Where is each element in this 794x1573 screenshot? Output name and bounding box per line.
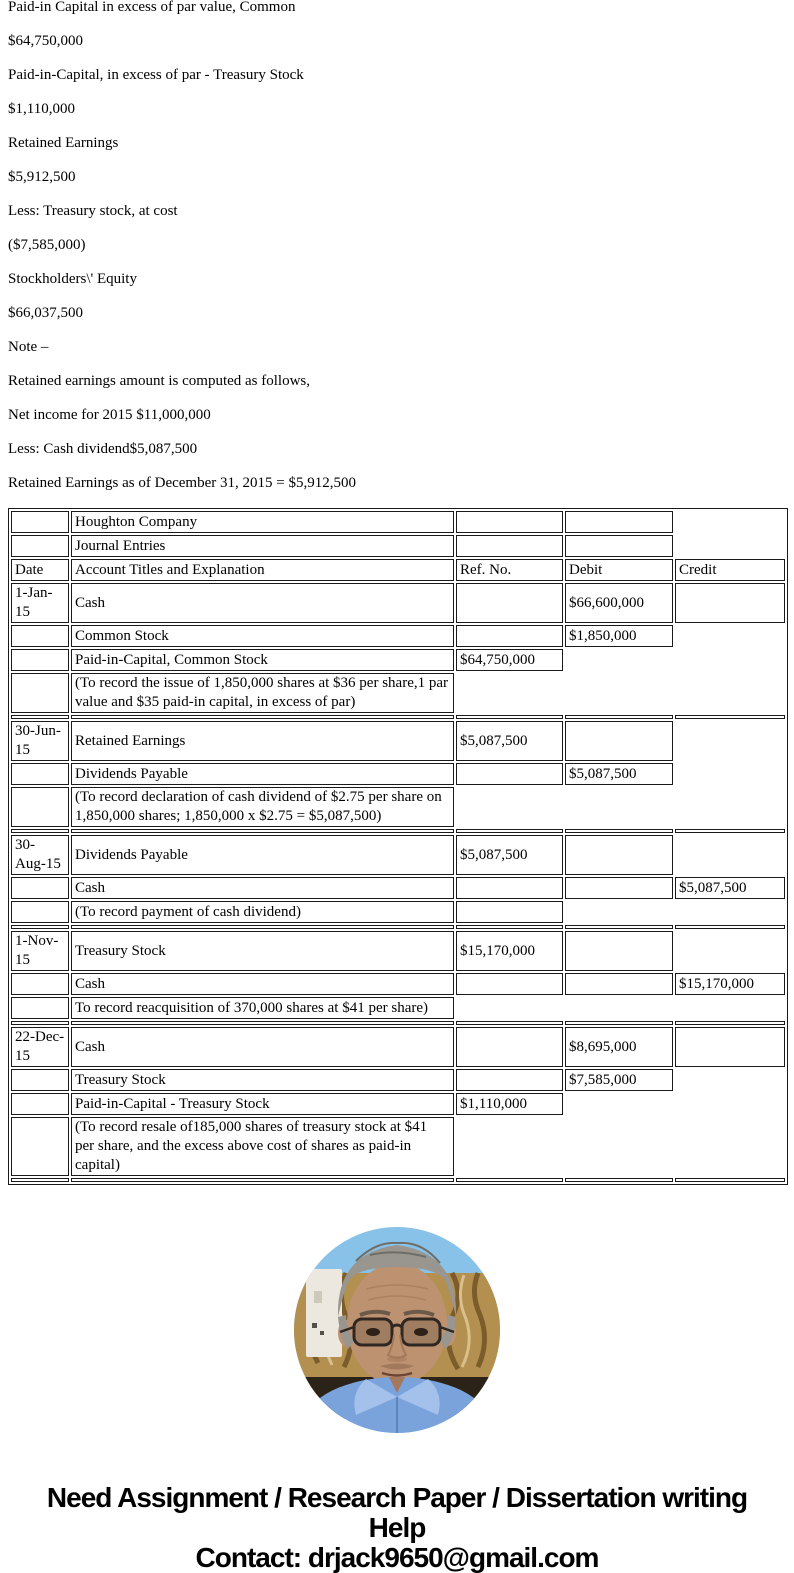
journal-entries-table <box>8 508 788 1185</box>
table-cell: Retained Earnings <box>71 721 454 761</box>
intro-paragraph: Retained Earnings <box>8 135 119 151</box>
table-cell: $1,850,000 <box>565 625 673 647</box>
avatar-panel-dot <box>320 1331 324 1335</box>
table-cell <box>565 1178 673 1182</box>
table-cell <box>11 715 69 719</box>
table-cell <box>71 715 454 719</box>
table-cell <box>675 1027 785 1067</box>
column-header-cell: Debit <box>565 559 673 581</box>
table-cell: Journal Entries <box>71 535 454 557</box>
table-cell <box>11 511 69 533</box>
table-cell <box>456 1021 563 1025</box>
avatar-panel-dot <box>312 1323 317 1328</box>
table-cell: 1-Jan-15 <box>11 583 69 623</box>
table-cell: Paid-in-Capital - Treasury Stock <box>71 1093 454 1115</box>
table-cell: 30-Aug-15 <box>11 835 69 875</box>
journal-table-body <box>11 511 785 1182</box>
column-header-cell: Ref. No. <box>456 559 563 581</box>
intro-paragraph: $1,110,000 <box>8 101 75 117</box>
table-cell <box>456 1178 563 1182</box>
table-cell: $7,585,000 <box>565 1069 673 1091</box>
table-cell <box>456 1027 563 1067</box>
intro-paragraph: Retained earnings amount is computed as follows, <box>8 373 311 389</box>
table-row <box>11 973 785 995</box>
table-cell <box>11 787 69 827</box>
table-cell <box>11 901 69 923</box>
table-cell <box>456 511 563 533</box>
avatar-eye-left <box>366 1328 380 1336</box>
table-cell: Cash <box>71 877 454 899</box>
table-cell: $66,600,000 <box>565 583 673 623</box>
table-cell <box>565 931 673 971</box>
separator-row <box>11 1178 785 1182</box>
table-row <box>11 625 785 647</box>
table-cell <box>11 1093 69 1115</box>
table-cell: Cash <box>71 973 454 995</box>
table-cell: $15,170,000 <box>675 973 785 995</box>
table-cell: Treasury Stock <box>71 1069 454 1091</box>
tutor-avatar-image <box>294 1227 500 1433</box>
table-cell <box>675 925 785 929</box>
table-cell <box>11 877 69 899</box>
table-cell <box>11 973 69 995</box>
profile-photo <box>294 1227 500 1433</box>
column-header-cell: Account Titles and Explanation <box>71 559 454 581</box>
table-cell: $8,695,000 <box>565 1027 673 1067</box>
table-cell <box>456 583 563 623</box>
table-cell: 1-Nov-15 <box>11 931 69 971</box>
table-row <box>11 1069 785 1091</box>
table-row <box>11 835 785 875</box>
avatar-nose-shadow <box>387 1356 407 1362</box>
table-row <box>11 1093 785 1115</box>
table-cell <box>565 925 673 929</box>
table-cell <box>11 649 69 671</box>
intro-paragraph: Retained Earnings as of December 31, 2015 = $5,912,500 <box>8 475 356 491</box>
table-row <box>11 673 785 713</box>
table-cell <box>71 1021 454 1025</box>
table-cell <box>675 829 785 833</box>
table-cell <box>565 829 673 833</box>
table-cell: $15,170,000 <box>456 931 563 971</box>
header-row <box>11 559 785 581</box>
table-cell: Houghton Company <box>71 511 454 533</box>
table-cell <box>11 625 69 647</box>
table-cell: 30-Jun-15 <box>11 721 69 761</box>
separator-row <box>11 715 785 719</box>
separator-row <box>11 829 785 833</box>
table-cell <box>565 973 673 995</box>
table-cell <box>456 763 563 785</box>
table-cell <box>675 715 785 719</box>
intro-paragraph: Stockholders\' Equity <box>8 271 137 287</box>
table-cell: Dividends Payable <box>71 763 454 785</box>
table-cell <box>675 583 785 623</box>
table-cell: $5,087,500 <box>565 763 673 785</box>
avatar-panel-detail <box>314 1291 322 1303</box>
separator-row <box>11 1021 785 1025</box>
table-cell <box>675 1178 785 1182</box>
table-cell <box>456 829 563 833</box>
table-cell <box>456 901 563 923</box>
table-row <box>11 877 785 899</box>
footer-contact-email: Contact: drjack9650@gmail.com <box>195 1542 599 1573</box>
intro-paragraph: Note – <box>8 339 49 355</box>
table-cell <box>565 721 673 761</box>
table-row <box>11 721 785 761</box>
intro-paragraph: Paid-in Capital in excess of par value, Common <box>8 0 296 15</box>
table-cell: Cash <box>71 1027 454 1067</box>
table-cell: Dividends Payable <box>71 835 454 875</box>
footer-help-text: Need Assignment / Research Paper / Dissertation writing Help <box>46 1482 748 1543</box>
table-cell: $1,110,000 <box>456 1093 563 1115</box>
table-row <box>11 583 785 623</box>
table-cell <box>456 925 563 929</box>
table-cell <box>11 925 69 929</box>
table-cell: $5,087,500 <box>675 877 785 899</box>
table-cell <box>11 1021 69 1025</box>
table-cell <box>71 925 454 929</box>
table-cell <box>11 673 69 713</box>
column-header-cell: Date <box>11 559 69 581</box>
table-cell <box>565 877 673 899</box>
table-cell <box>456 877 563 899</box>
table-cell <box>565 715 673 719</box>
intro-paragraph: $66,037,500 <box>8 305 83 321</box>
table-row <box>11 535 785 557</box>
table-cell <box>675 1021 785 1025</box>
avatar-wall-panel <box>306 1269 342 1357</box>
avatar-eye-right <box>414 1328 428 1336</box>
table-row <box>11 511 785 533</box>
table-cell <box>11 997 69 1019</box>
table-cell: 22-Dec-15 <box>11 1027 69 1067</box>
intro-paragraph: $5,912,500 <box>8 169 76 185</box>
table-cell: (To record the issue of 1,850,000 shares at $36 per share,1 par value and $35 paid-in capital, in excess of par) <box>71 673 454 713</box>
table-row <box>11 901 785 923</box>
intro-paragraph: ($7,585,000) <box>8 237 86 253</box>
table-cell: $5,087,500 <box>456 835 563 875</box>
intro-paragraphs <box>8 0 786 493</box>
table-cell <box>71 1178 454 1182</box>
table-cell: $64,750,000 <box>456 649 563 671</box>
table-cell <box>11 535 69 557</box>
table-cell <box>565 835 673 875</box>
table-cell <box>11 1069 69 1091</box>
footer-banner <box>23 1483 771 1573</box>
table-cell <box>11 763 69 785</box>
table-cell: Treasury Stock <box>71 931 454 971</box>
table-cell: Paid-in-Capital, Common Stock <box>71 649 454 671</box>
table-cell <box>456 535 563 557</box>
table-cell: (To record payment of cash dividend) <box>71 901 454 923</box>
table-row <box>11 931 785 971</box>
intro-paragraph: Less: Treasury stock, at cost <box>8 203 178 219</box>
table-cell <box>565 535 673 557</box>
column-header-cell: Credit <box>675 559 785 581</box>
table-cell <box>11 1117 69 1176</box>
table-cell <box>456 973 563 995</box>
table-cell: Common Stock <box>71 625 454 647</box>
intro-paragraph: Net income for 2015 $11,000,000 <box>8 407 211 423</box>
table-cell <box>71 829 454 833</box>
table-cell: (To record declaration of cash dividend of $2.75 per share on 1,850,000 shares; 1,850,000 x $2.75 = $5,087,500) <box>71 787 454 827</box>
table-cell: To record reacquisition of 370,000 shares at $41 per share) <box>71 997 454 1019</box>
table-row <box>11 649 785 671</box>
table-cell <box>11 829 69 833</box>
intro-paragraph: $64,750,000 <box>8 33 83 49</box>
table-row <box>11 1027 785 1067</box>
table-cell: $5,087,500 <box>456 721 563 761</box>
table-cell <box>456 625 563 647</box>
table-cell <box>11 1178 69 1182</box>
table-cell <box>565 1021 673 1025</box>
intro-paragraph: Paid-in-Capital, in excess of par - Treasury Stock <box>8 67 304 83</box>
table-cell <box>565 511 673 533</box>
table-row <box>11 787 785 827</box>
table-row <box>11 763 785 785</box>
table-cell <box>456 715 563 719</box>
intro-paragraph: Less: Cash dividend$5,087,500 <box>8 441 198 457</box>
table-cell: (To record resale of185,000 shares of treasury stock at $41 per share, and the excess above cost of shares as paid-in capital) <box>71 1117 454 1176</box>
table-row <box>11 1117 785 1176</box>
table-cell <box>456 1069 563 1091</box>
table-cell: Cash <box>71 583 454 623</box>
table-row <box>11 997 785 1019</box>
separator-row <box>11 925 785 929</box>
